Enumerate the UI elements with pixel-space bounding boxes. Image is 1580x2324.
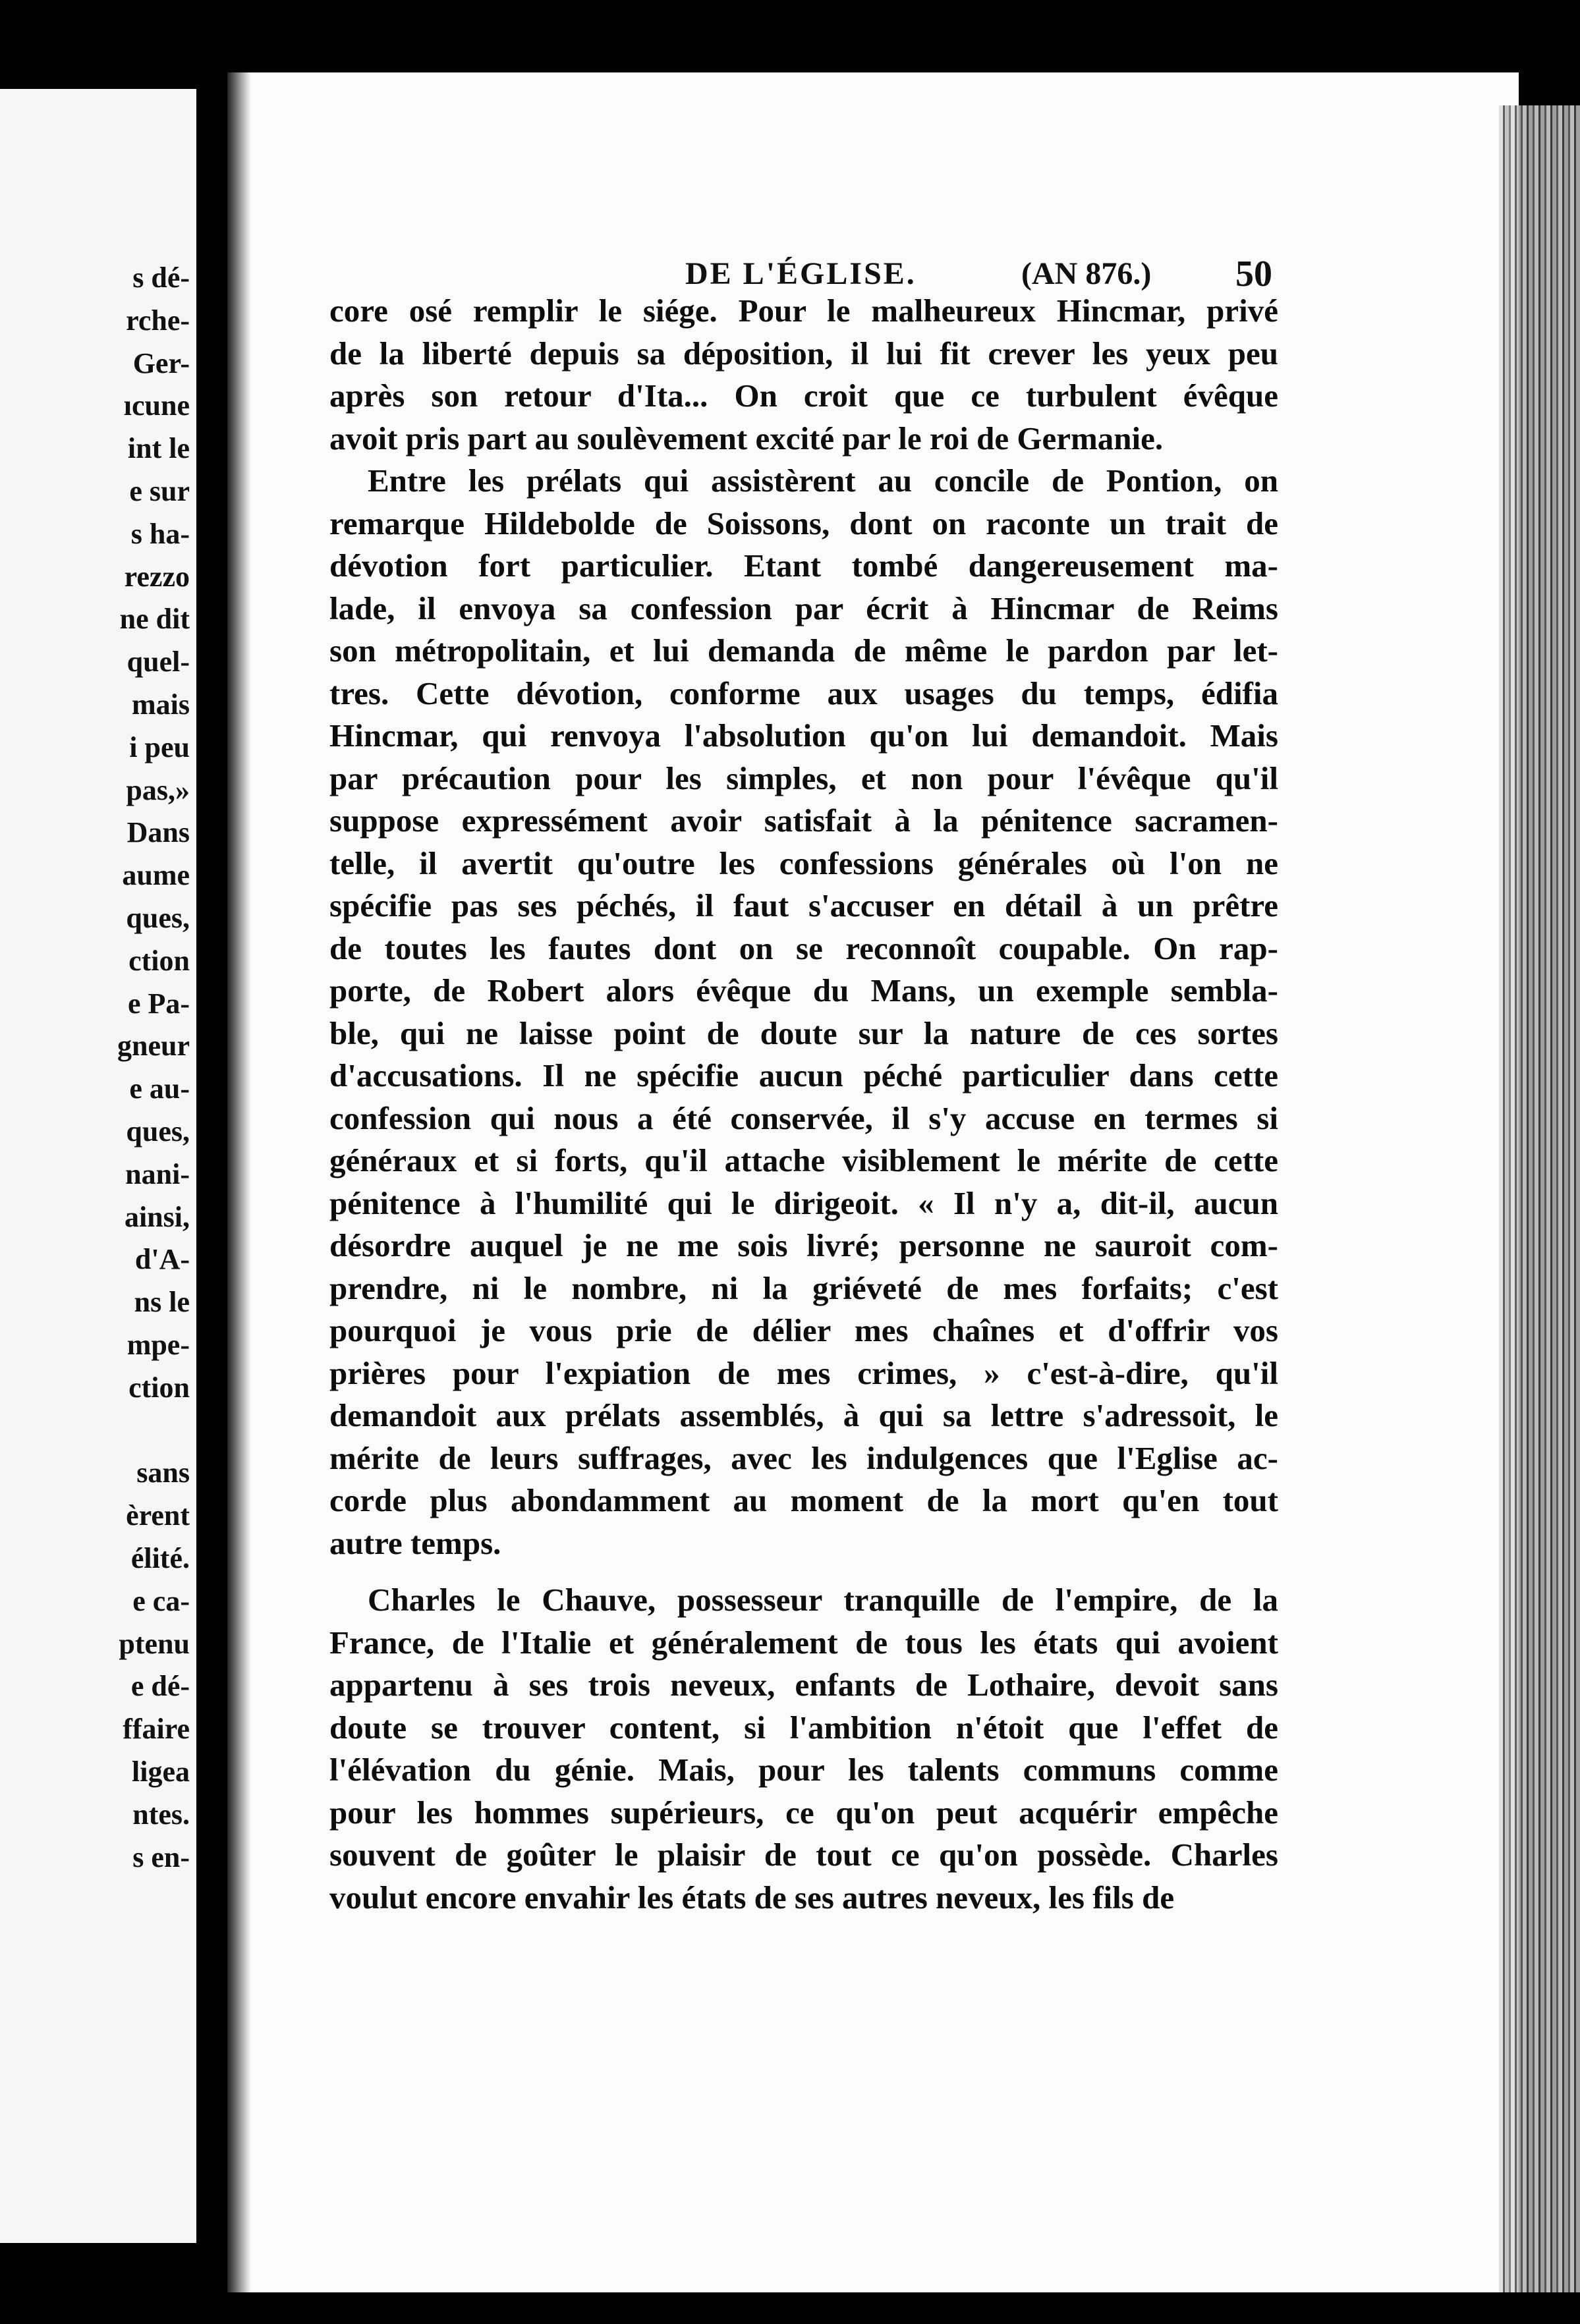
text-line: France, de l'Italie et généralement de tous les états qui avoient <box>329 1624 1278 1661</box>
text-line: voulut encore envahir les états de ses autres neveux, les fils de <box>329 1879 1175 1916</box>
text-line: après son retour d'Ita... On croit que ce turbulent évêque <box>329 377 1278 414</box>
left-page-line: élité. <box>130 1542 190 1574</box>
year-marker: (AN 876.) <box>1021 256 1152 291</box>
left-page-line: ligea <box>132 1756 190 1788</box>
left-page-line: ques, <box>126 1115 190 1148</box>
text-line: Hincmar, qui renvoya l'absolution qu'on lui demandoit. Mais <box>329 717 1278 754</box>
text-line: pénitence à l'humilité qui le dirigeoit. « Il n'y a, dit-il, aucun <box>329 1184 1278 1221</box>
text-line: Charles le Chauve, possesseur tranquille de l'empire, de la <box>368 1582 1278 1618</box>
text-line: doute se trouver content, si l'ambition n'étoit que l'effet de <box>329 1709 1278 1746</box>
body-text <box>329 290 1278 1919</box>
left-page-line: ction <box>128 1371 190 1404</box>
text-line: autre temps. <box>329 1524 501 1561</box>
left-page-line: nani- <box>125 1157 190 1190</box>
text-line: l'élévation du génie. Mais, pour les talents communs comme <box>329 1752 1278 1788</box>
page-edge-strip <box>1499 105 1580 2292</box>
page-number: 50 <box>1235 254 1272 294</box>
text-line: par précaution pour les simples, et non pour l'évêque qu'il <box>329 760 1278 796</box>
left-page-line: e ca- <box>132 1584 190 1617</box>
left-page-fragment <box>0 89 196 2243</box>
text-line: son métropolitain, et lui demanda de même le pardon par let- <box>329 632 1278 669</box>
text-line: prières pour l'expiation de mes crimes, » c'est-à-dire, qu'il <box>329 1354 1278 1391</box>
text-line: demandoit aux prélats assemblés, à qui sa lettre s'adressoit, le <box>329 1397 1278 1433</box>
left-page-line: e Pa- <box>127 987 190 1020</box>
left-page-line: Ger- <box>132 346 190 379</box>
left-page-line: pas,» <box>126 773 190 806</box>
left-page-line: s dé- <box>132 262 190 294</box>
left-page-line: ne dit <box>119 603 190 636</box>
text-line: ble, qui ne laisse point de doute sur la nature de ces sortes <box>329 1014 1278 1051</box>
left-page-line: Dans <box>127 816 190 849</box>
text-line: spécifie pas ses péchés, il faut s'accuser en détail à un prêtre <box>329 887 1278 924</box>
left-page-line: e dé- <box>130 1670 190 1703</box>
gutter-shadow <box>227 72 251 2292</box>
text-line: de la liberté depuis sa déposition, il lui fit crever les yeux peu <box>329 335 1278 372</box>
left-page-line: quel- <box>127 646 190 678</box>
paragraph <box>329 290 1278 460</box>
left-page-line: ques, <box>126 902 190 934</box>
left-page-line: aume <box>122 859 190 892</box>
running-title: DE L'ÉGLISE. <box>685 256 917 291</box>
left-page-line: ffaire <box>123 1713 190 1746</box>
text-line: telle, il avertit qu'outre les confessions générales où l'on ne <box>329 844 1278 881</box>
running-header <box>685 256 1305 295</box>
text-line: mérite de leurs suffrages, avec les indulgences que l'Eglise ac- <box>329 1439 1278 1476</box>
left-page-line: mais <box>132 688 190 721</box>
text-line: de toutes les fautes dont on se reconnoît coupable. On rap- <box>329 929 1278 966</box>
text-line: pour les hommes supérieurs, ce qu'on peut acquérir empêche <box>329 1794 1278 1831</box>
text-line: lade, il envoya sa confession par écrit à Hincmar de Reims <box>329 590 1278 626</box>
text-line: généraux et si forts, qu'il attache visiblement le mérite de cette <box>329 1142 1278 1178</box>
text-line: remarque Hildebolde de Soissons, dont on raconte un trait de <box>329 505 1278 541</box>
text-line: désordre auquel je ne me sois livré; personne ne sauroit com- <box>329 1227 1278 1263</box>
text-line: prendre, ni le nombre, ni la griéveté de mes forfaits; c'est <box>329 1269 1278 1306</box>
text-line: suppose expressément avoir satisfait à la pénitence sacramen- <box>329 802 1278 839</box>
text-line: Entre les prélats qui assistèrent au concile de Pontion, on <box>368 462 1278 499</box>
left-page-line: d'A- <box>134 1243 190 1276</box>
left-page-line: e sur <box>129 475 190 507</box>
left-page-line: rche- <box>126 304 190 337</box>
left-page-line: mpe- <box>127 1329 190 1361</box>
left-page-line: rezzo <box>124 560 190 593</box>
paragraph <box>329 460 1278 1564</box>
left-page-line: ntes. <box>132 1798 190 1831</box>
left-page-line: s en- <box>132 1840 190 1873</box>
text-line: pourquoi je vous prie de délier mes chaînes et d'offrir vos <box>329 1312 1278 1348</box>
text-line: confession qui nous a été conservée, il s'y accuse en termes si <box>329 1099 1278 1136</box>
text-line: avoit pris part au soulèvement excité par le roi de Germanie. <box>329 420 1164 456</box>
left-page-line: int le <box>127 432 190 465</box>
text-line: core osé remplir le siége. Pour le malheureux Hincmar, privé <box>329 292 1278 329</box>
paragraph <box>329 1579 1278 1919</box>
text-line: tres. Cette dévotion, conforme aux usages du temps, édifia <box>329 675 1278 711</box>
left-page-line: sans <box>136 1456 190 1489</box>
left-page-line: e au- <box>129 1072 190 1105</box>
text-line: corde plus abondamment au moment de la mort qu'en tout <box>329 1482 1278 1518</box>
paragraph-gap <box>329 1564 1278 1579</box>
left-page-line: ptenu <box>119 1627 190 1660</box>
left-page-line: ction <box>128 944 190 977</box>
text-line: porte, de Robert alors évêque du Mans, un exemple sembla- <box>329 972 1278 1009</box>
text-line: d'accusations. Il ne spécifie aucun péché particulier dans cette <box>329 1057 1278 1093</box>
text-line: souvent de goûter le plaisir de tout ce qu'on possède. Charles <box>329 1837 1278 1873</box>
left-page-line: ıcune <box>123 389 190 422</box>
left-page-line: s ha- <box>130 517 190 550</box>
left-page-line: ainsi, <box>124 1200 190 1233</box>
text-line: dévotion fort particulier. Etant tombé dangereusement ma- <box>329 547 1278 584</box>
left-page-line: i peu <box>129 731 190 763</box>
left-page-line: ns le <box>134 1286 190 1319</box>
text-line: appartenu à ses trois neveux, enfants de Lothaire, devoit sans <box>329 1667 1278 1703</box>
left-page-line: èrent <box>126 1499 190 1532</box>
left-page-line: gneur <box>117 1030 190 1063</box>
